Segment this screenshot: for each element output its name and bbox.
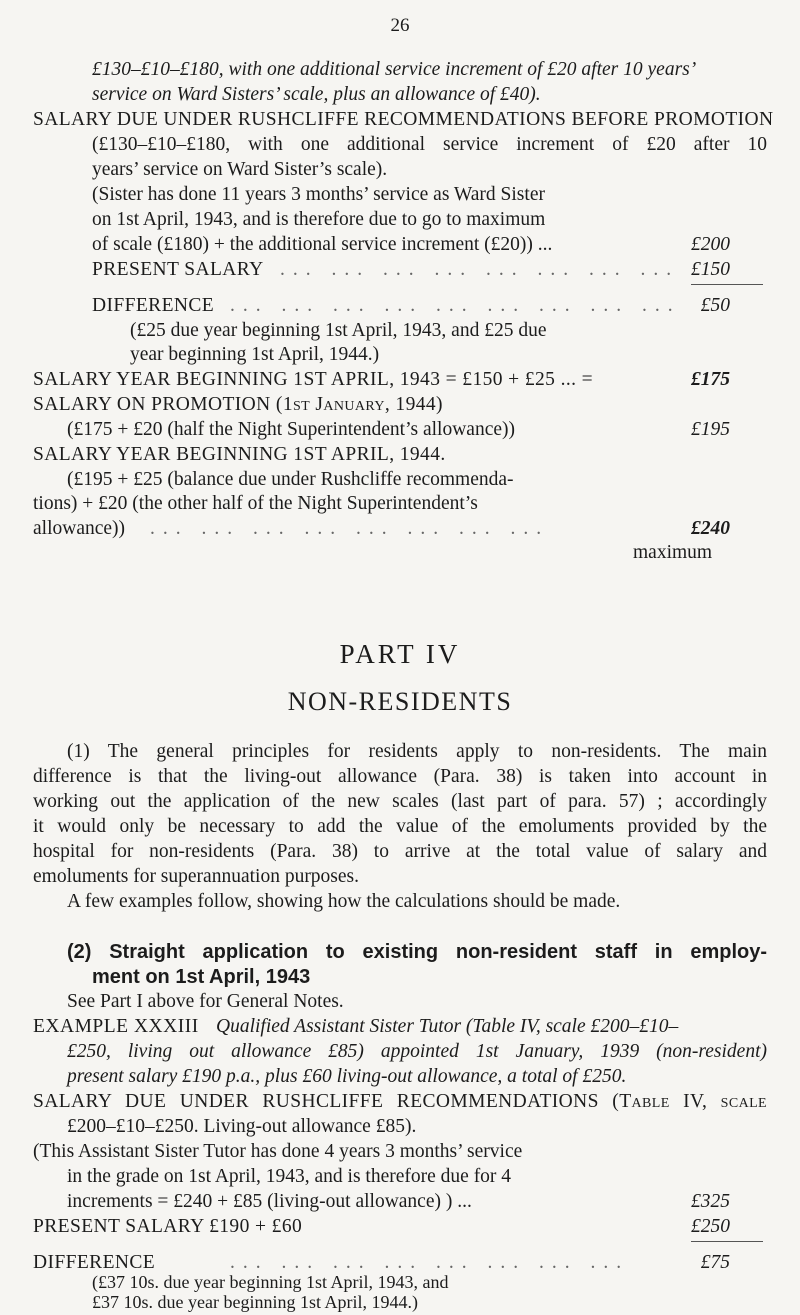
present-salary-amount: £150	[691, 259, 730, 280]
difference-amount: £50	[700, 295, 730, 316]
year-1944-line-3: allowance))	[33, 518, 126, 539]
example-difference-amount: £75	[700, 1252, 730, 1273]
leader-dots-3: ... ... ... ... ... ... ... ...	[150, 518, 550, 539]
example-line-2: £250, living out allowance £85) appointed 1st January, 1939 (non-resident)	[67, 1041, 767, 1062]
example-line-3: present salary £190 p.a., plus £60 living-out allowance, a total of £250.	[67, 1066, 627, 1087]
example-difference-note-2: £37 10s. due year beginning 1st April, 1944.)	[92, 1292, 418, 1312]
leader-dots-2: ... ... ... ... ... ... ... ... ...	[230, 295, 681, 316]
leader-dots-1: ... ... ... ... ... ... ... ...	[280, 259, 680, 280]
present-salary-label: PRESENT SALARY	[92, 259, 264, 280]
sister-note-line-3: of scale (£180) + the additional service increment (£20)) ...	[92, 234, 553, 255]
para1-line-6: emoluments for superannuation purposes.	[33, 866, 360, 887]
example-note-2: in the grade on 1st April, 1943, and is therefore due for 4	[67, 1166, 512, 1187]
example-label	[33, 1015, 199, 1039]
example-note-1: (This Assistant Sister Tutor has done 4 years 3 months’ service	[33, 1141, 523, 1162]
example-due-amount: £325	[691, 1191, 730, 1212]
example-line-1: Qualified Assistant Sister Tutor (Table IV, scale £200–£10–	[216, 1016, 679, 1037]
maximum-note: maximum	[633, 542, 713, 563]
amount-due: £200	[691, 234, 730, 255]
para1-line-4: it would only be necessary to add the value of the emoluments provided by the	[33, 816, 767, 837]
example-present-amount: £250	[691, 1216, 730, 1237]
salary-due-scale: (£130–£10–£180, with one additional service increment of £20 after 10	[92, 134, 767, 155]
salary-due-heading: SALARY DUE UNDER RUSHCLIFFE RECOMMENDATIONS BEFORE PROMOTION	[33, 109, 774, 130]
promotion-detail: (£175 + £20 (half the Night Superintendent’s allowance))	[67, 419, 516, 440]
para2-heading-2: ment on 1st April, 1943	[92, 966, 311, 988]
example-present-label: PRESENT SALARY £190 + £60	[33, 1216, 303, 1237]
intro-line-2: service on Ward Sisters’ scale, plus an allowance of £40).	[92, 84, 541, 105]
intro-line-1: £130–£10–£180, with one additional service increment of £20 after 10 years’	[92, 59, 697, 80]
difference-note-1: (£25 due year beginning 1st April, 1943, and £25 due	[130, 320, 547, 341]
sister-note-line-1: (Sister has done 11 years 3 months’ service as Ward Sister	[92, 184, 545, 205]
para1-line-5: hospital for non-residents (Para. 38) to arrive at the total value of salary and	[33, 841, 767, 862]
year-1944-line-1: (£195 + £25 (balance due under Rushcliffe recommenda-	[67, 469, 514, 490]
promotion-amount: £195	[691, 419, 730, 440]
part-subheading: NON-RESIDENTS	[287, 687, 513, 716]
year-1944-line-2: tions) + £20 (the other half of the Night Superintendent’s	[33, 493, 478, 514]
para1-line-3: working out the application of the new scales (last part of para. 57) ; accordingly	[33, 791, 767, 812]
difference-label: DIFFERENCE	[92, 295, 215, 316]
example-due-heading: SALARY DUE UNDER RUSHCLIFFE RECOMMENDATIONS (Table IV, scale	[33, 1091, 767, 1112]
example-due-scale: £200–£10–£250. Living-out allowance £85).	[67, 1116, 417, 1137]
sister-note-line-2: on 1st April, 1943, and is therefore due to go to maximum	[92, 209, 546, 230]
part-heading: PART IV	[339, 639, 461, 669]
para1-line-2: difference is that the living-out allowance (Para. 38) is taken into account in	[33, 766, 767, 787]
page-number: 26	[390, 15, 410, 36]
salary-due-scale-end: years’ service on Ward Sister’s scale).	[92, 159, 388, 180]
salary-year-1944: SALARY YEAR BEGINNING 1ST APRIL, 1944.	[33, 444, 446, 465]
sum-rule-2	[691, 1241, 763, 1242]
leader-dots-4: ... ... ... ... ... ... ... ...	[230, 1252, 630, 1273]
para1-last: A few examples follow, showing how the calculations should be made.	[67, 891, 621, 912]
example-note-3: increments = £240 + £85 (living-out allowance) ) ...	[67, 1191, 472, 1212]
example-number: EXAMPLE XXXIII	[33, 1016, 199, 1037]
salary-on-promotion: SALARY ON PROMOTION (1st January, 1944)	[33, 394, 443, 415]
salary-year-1943-amount: £175	[691, 369, 730, 390]
salary-year-1943: SALARY YEAR BEGINNING 1ST APRIL, 1943 = £150 + £25 ... =	[33, 369, 594, 390]
example-difference-note-1: (£37 10s. due year beginning 1st April, 1943, and	[92, 1272, 449, 1292]
sum-rule-1	[691, 284, 763, 285]
difference-note-2: year beginning 1st April, 1944.)	[130, 344, 380, 365]
example-difference-label: DIFFERENCE	[33, 1252, 156, 1273]
para2-heading-1: (2) Straight application to existing non-resident staff in employ-	[67, 941, 767, 963]
para1-line-1: (1) The general principles for residents apply to non-residents. The main	[67, 741, 767, 762]
year-1944-amount: £240	[691, 518, 730, 539]
para2-see: See Part I above for General Notes.	[67, 991, 344, 1012]
